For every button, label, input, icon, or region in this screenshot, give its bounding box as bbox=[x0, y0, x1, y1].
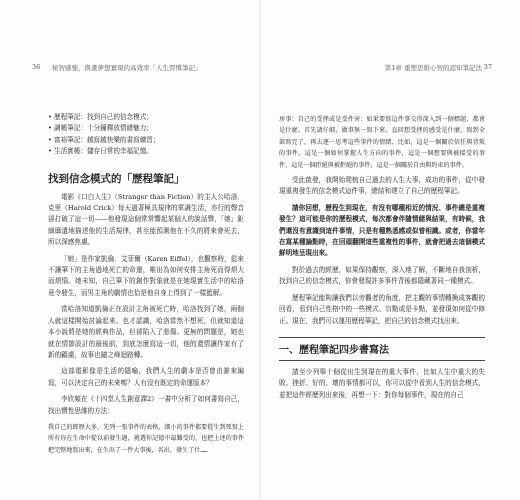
section-title: 一、歷程筆記四步書寫法 bbox=[279, 344, 389, 356]
bullet-item: • 調帳筆記：十分鐘釋放情緒魅力； bbox=[48, 124, 153, 133]
left-page-content bbox=[48, 112, 244, 460]
body-paragraph: 李欣頻在《十四堂人生創意課2》一書中分析了如何書寫自己，找出慣性思維的方法： bbox=[48, 395, 244, 415]
right-page-number: 37 bbox=[483, 63, 492, 71]
body-paragraph: 「她」是作家凱倫．艾菲爾（Karen Eiffel），也觀察時，從來不讓筆下的主角過地死亡的命運，唯出為如何安排主角死而得煩大而煩惱。她未知，自己筆下的創作對象就是在她現實生活中的哈洛竟令發生，而男主角的劇情也恰是他自身上得到了一樣籃解。 bbox=[48, 254, 244, 297]
section-divider bbox=[279, 337, 485, 338]
quote-block: 房事：自己的受挫或是受件害：如果要寫這件事交得深入到一個標題，都會是什麼。首先請仔細，做事無一寫下來，直回想受挫的感受是什麼，寫到全部寫完了，再去逐一思考這些事件的情緒、比如，這是一個關於信任與背叛的事件，這是一個如何掌握人生方向的事件，這是一個想要與被接受的事件，這是一個拒絕與被拒絕的事件，這是一個關於自由與約束的事件。 bbox=[279, 116, 485, 169]
bullet-item: • 歷程筆記：找到自己的信念模式； bbox=[48, 113, 153, 121]
bullet-item: • 生活實帳：儲存日常的幸福記憶。 bbox=[48, 147, 153, 156]
body-paragraph: 請至少列舉十個從出生到現在的重大事件，比如人生中重大的失敗、挫折、好的、壞的事情都可以，你可以從中看到人生的信念模式，並把這件經歷列出來後，再想一下：對你每個事件，現在的自己 bbox=[279, 367, 485, 399]
right-running-title: 第1章 重塑思維心智的認知筆記法 bbox=[384, 64, 482, 72]
body-paragraph: 受此啟發，我開始爬梳自己過去的人生大事，成功的事件，從中發現重複發生的信念模式這件事，總結和建立了自己的歷程筆記。 bbox=[279, 176, 485, 196]
left-running-title: 秘智感強，與畫夢想實現的高效率「人生習慣筆記」 bbox=[52, 64, 202, 72]
body-paragraph: 當哈洛知道凱倫正在設計主角被死亡時，哈洛找到了她，兩個人就這樣開始討論起來。也才認識，哈洛當然不想死，但就知道這本小說將是她的經典作品，但卻陷入了悲傷。更無的問題是，她也就在情節設計的最後前，到底怎麼寫這一切，他的還情讓作家有了新的顧慮，故事也隨之峰迴路轉。 bbox=[48, 305, 244, 359]
bullet-item: • 富裕筆記：越寫越快樂的書寫練習； bbox=[48, 135, 160, 144]
quote-block: 我自己的經歷大多，先列一張事件的表格，細小的事件都要從生到死寫上所有你在生命中從以前發生過，挑選你記憶中最難受的，也把上述的事件把完整地寫出來，在生出了一件大事後，名出，發生了什…… bbox=[48, 423, 244, 454]
left-page-number: 36 bbox=[32, 63, 41, 71]
body-paragraph: 這部電影像是生活的隱喻，我們人生的劇本是否曾由誰來編寫，可以決定自己的未來嗎？人有沒有既定的命運版本？ bbox=[48, 367, 244, 387]
body-paragraph: 對於過去的經歷，如果保持觀察，深入地了解，不斷地自我剖析，找到自己的信念模式，你會發現許多事件背後都隱藏著同一種模式。 bbox=[279, 265, 485, 286]
body-paragraph: 電影《口白人生》（Stranger than Fiction）的主人公哈洛．克里（Harold Crick）每天過著極具規律的單調生活，亦行的聲音卻打破了這一切——他發現這個常常響起某個人的說話聲，「她」鉅細靡遺地描述他的生活規律，甚至能預測他在不久的將來會死去，所以深感焦慮。 bbox=[48, 192, 244, 247]
body-paragraph: 歷程筆記能夠讓我們以旁觀者的角度，把主觀的事情轉換成客觀的回看，看到自己性格中的一些模式、盲點或是卡點，並發現如何從中修正。現在，我們可以運用歷程筆記，把自己的信念模式找出來。 bbox=[279, 293, 485, 325]
section-title: 找到信念模式的「歷程筆記」 bbox=[48, 172, 185, 185]
right-page bbox=[261, 0, 520, 500]
left-page bbox=[0, 0, 259, 500]
body-paragraph-emphasis: 請你回想，歷程生到現在，有沒有哪種相近的情況、事件總是重複發生？這可能是你的歷程模式，每次都會伴隨情緒與結果，有時候，我們還沒有意識到這件事情，只是有種熟悉感或似曾相識。或者，你當年在寫某種論點時，在回頭翻開這些重複性的事件，就會把過去這個模式鮮明地呈現出來。 bbox=[279, 203, 485, 258]
section-divider bbox=[279, 360, 485, 361]
right-page-content bbox=[279, 112, 485, 406]
